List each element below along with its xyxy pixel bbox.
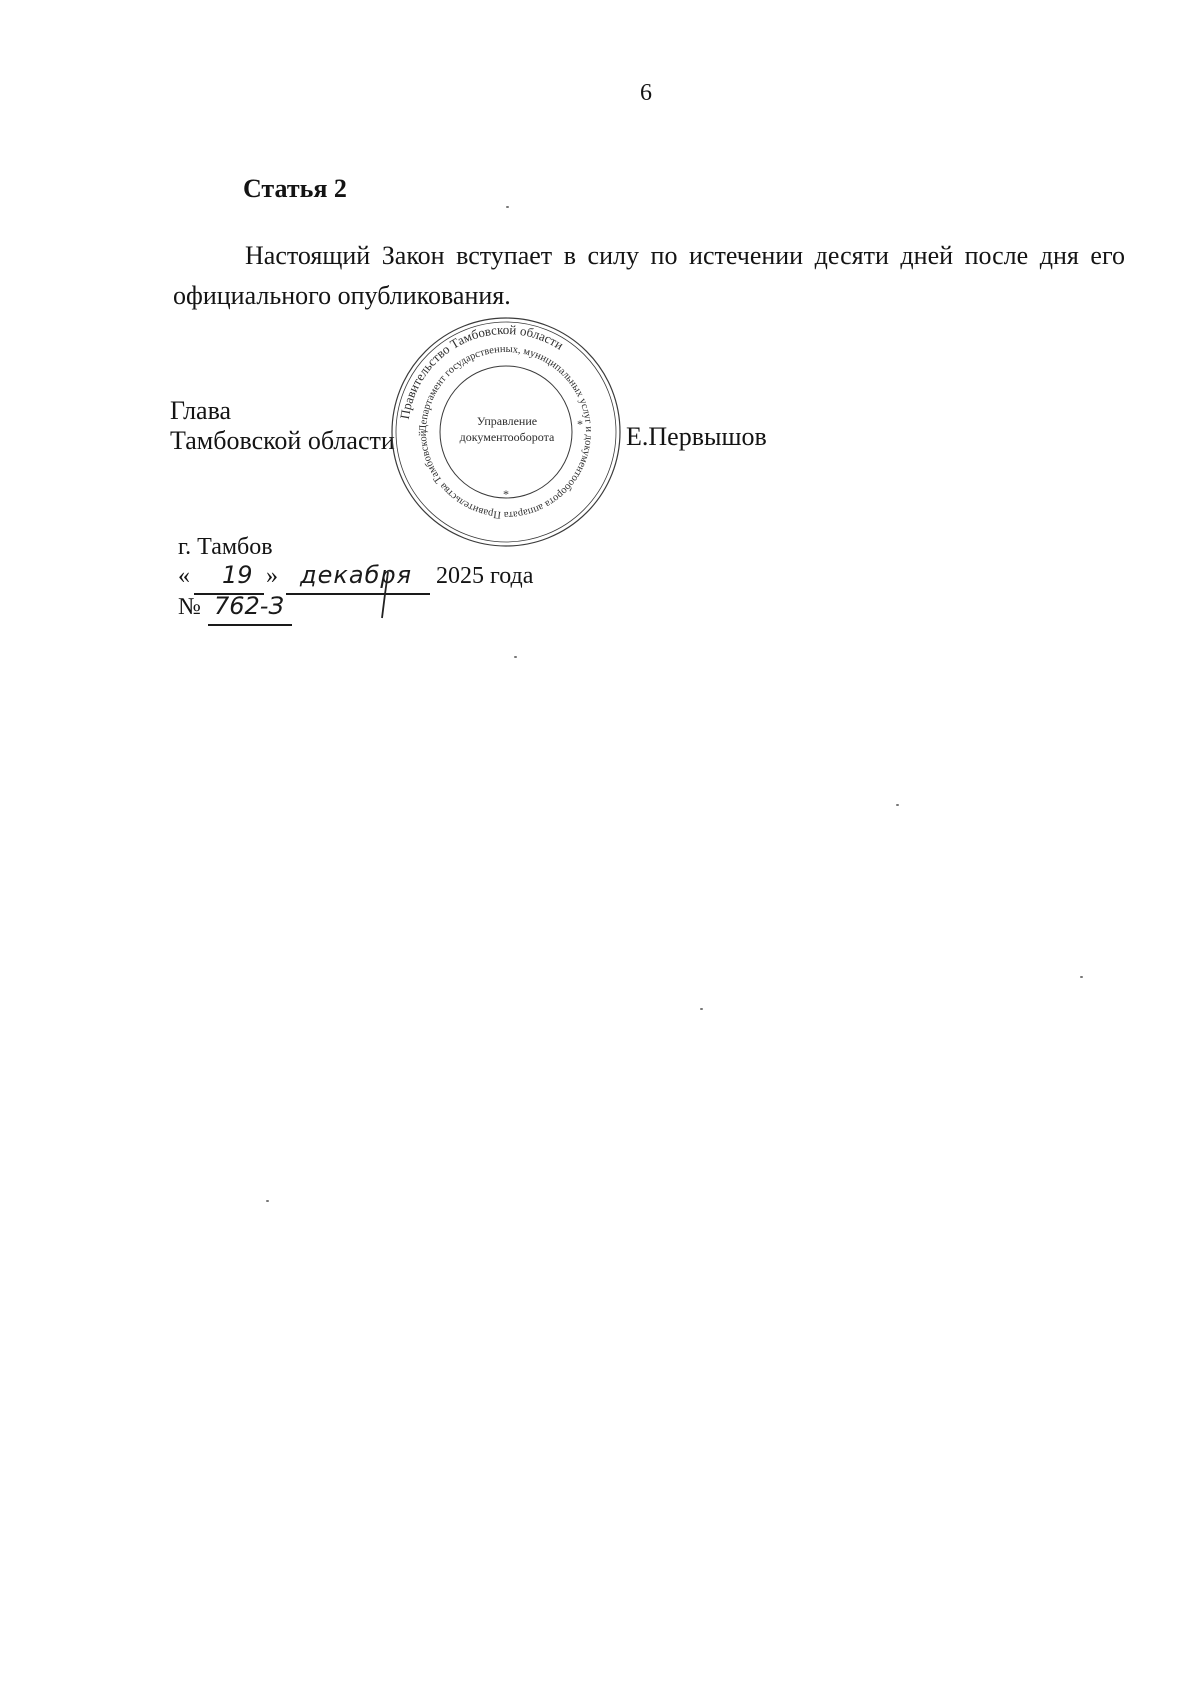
date-close-quote: » xyxy=(266,563,278,589)
signatory-position xyxy=(170,396,395,456)
page-number: 6 xyxy=(640,80,652,106)
article-heading: Статья 2 xyxy=(243,174,347,203)
seal-center-line-2: документооборота xyxy=(459,430,555,444)
scan-speck xyxy=(700,1008,703,1010)
article-text: Настоящий Закон вступает в силу по истечении десяти дней после дня его официального опубликования. xyxy=(173,241,1125,310)
seal-center-line-1: Управление xyxy=(476,414,538,428)
number-sign: № xyxy=(178,594,201,620)
date-open-quote: « xyxy=(178,563,190,589)
seal-star-right-icon: * xyxy=(577,417,583,431)
scan-speck xyxy=(514,656,517,658)
law-number xyxy=(178,592,284,621)
seal-outer-text: Правительство Тамбовской области xyxy=(396,321,567,421)
signatory-position-line-1: Глава xyxy=(170,396,232,425)
seal-center-text xyxy=(454,413,560,445)
issue-date xyxy=(178,561,534,590)
issue-place: г. Тамбов xyxy=(178,534,273,560)
scan-speck xyxy=(1080,976,1083,978)
month-underline xyxy=(286,593,430,595)
seal-star-bottom-icon: * xyxy=(503,487,509,501)
signatory-position-line-2: Тамбовской области xyxy=(170,426,395,455)
issue-day-handwritten: 19 xyxy=(222,561,253,589)
issue-month-handwritten: декабря xyxy=(300,561,413,589)
scan-speck xyxy=(506,206,509,208)
scan-speck xyxy=(896,804,899,806)
seal-inner-text: Департамент государственных, муниципальных услуг и документооборота аппарата Правительства Тамбовской области xyxy=(387,308,595,521)
law-number-handwritten: 762-З xyxy=(214,592,284,620)
signatory-name: Е.Первышов xyxy=(626,422,767,451)
number-underline xyxy=(208,624,292,626)
official-seal xyxy=(387,308,622,548)
signature-stroke xyxy=(380,570,390,620)
issue-year: 2025 года xyxy=(436,563,534,589)
scan-speck xyxy=(266,1200,269,1202)
